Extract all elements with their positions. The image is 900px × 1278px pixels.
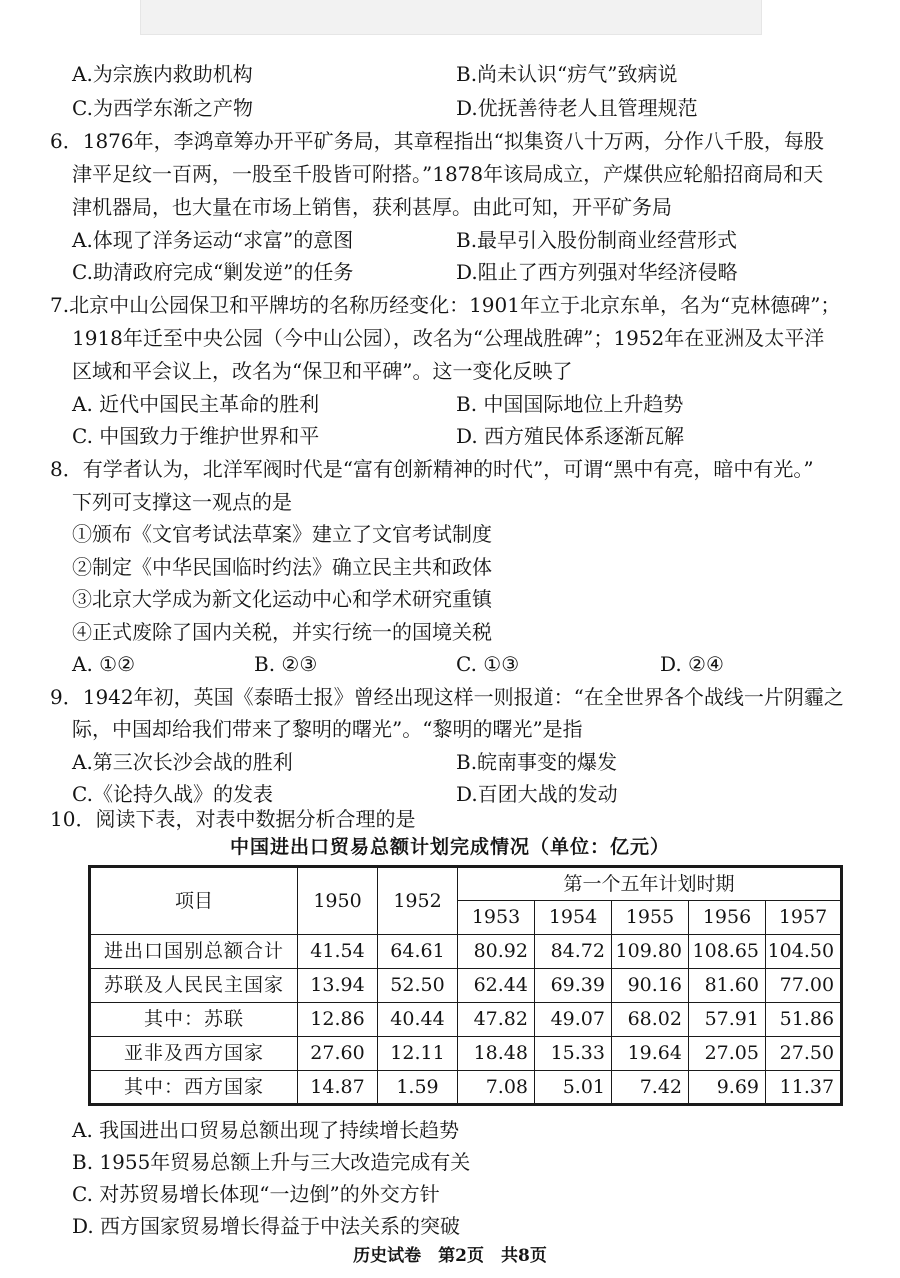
table-row	[90, 1003, 842, 1037]
q6-stem-line-1: 6．1876年，李鸿章筹办开平矿务局，其章程指出“拟集资八十万两，分作八千股，每股	[50, 129, 824, 153]
table-cell: 7.42	[612, 1071, 689, 1105]
table-row	[90, 935, 842, 969]
table-cell: 51.86	[766, 1003, 842, 1037]
q9-option-b: B.皖南事变的爆发	[456, 750, 618, 774]
q6-option-a: A.体现了洋务运动“求富”的意图	[72, 228, 354, 252]
table-cell: 84.72	[535, 935, 612, 969]
table-cell: 40.44	[378, 1003, 458, 1037]
q10-option-d: D. 西方国家贸易增长得益于中法关系的突破	[72, 1214, 461, 1238]
q7-stem-line-3: 区域和平会议上，改名为“保卫和平碑”。这一变化反映了	[72, 359, 573, 383]
q9-stem-line-2: 际，中国却给我们带来了黎明的曙光”。“黎明的曙光”是指	[72, 717, 583, 741]
table-cell: 1.59	[378, 1071, 458, 1105]
table-cell: 47.82	[458, 1003, 535, 1037]
q6-option-c: C.助清政府完成“剿发逆”的任务	[72, 260, 354, 284]
q8-statement-3: ③北京大学成为新文化运动中心和学术研究重镇	[72, 587, 492, 611]
table-cell: 109.80	[612, 935, 689, 969]
q6-option-d: D.阻止了西方列强对华经济侵略	[456, 260, 738, 284]
q7-option-c: C. 中国致力于维护世界和平	[72, 424, 320, 448]
table-cell: 11.37	[766, 1071, 842, 1105]
q6-stem-line-2: 津平足纹一百两，一股至千股皆可附搭。”1878年该局成立，产煤供应轮船招商局和天	[72, 162, 824, 186]
q10-stem: 10．阅读下表，对表中数据分析合理的是	[50, 807, 416, 831]
table-cell: 14.87	[298, 1071, 378, 1105]
table-row	[90, 1071, 842, 1105]
header-plan-year: 1954	[535, 901, 612, 935]
q9-option-d: D.百团大战的发动	[456, 782, 618, 806]
q5-option-c: C.为西学东渐之产物	[72, 96, 253, 120]
q7-stem-line-2: 1918年迁至中央公园（今中山公园），改名为“公理战胜碑”；1952年在亚洲及太平洋	[72, 326, 825, 350]
q6-stem-line-3: 津机器局，也大量在市场上销售，获利甚厚。由此可知，开平矿务局	[72, 195, 672, 219]
q10-option-b: B. 1955年贸易总额上升与三大改造完成有关	[72, 1150, 471, 1174]
q6-option-b: B.最早引入股份制商业经营形式	[456, 228, 738, 252]
row-label: 其中：苏联	[90, 1003, 298, 1037]
q5-option-b: B.尚未认识“疠气”致病说	[456, 62, 678, 86]
table-cell: 68.02	[612, 1003, 689, 1037]
table-cell: 80.92	[458, 935, 535, 969]
table-title: 中国进出口贸易总额计划完成情况（单位：亿元）	[229, 836, 670, 858]
table-cell: 52.50	[378, 969, 458, 1003]
q9-option-a: A.第三次长沙会战的胜利	[72, 750, 293, 774]
table-cell: 77.00	[766, 969, 842, 1003]
q9-option-c: C.《论持久战》的发表	[72, 782, 273, 806]
table-cell: 27.50	[766, 1037, 842, 1071]
table-cell: 49.07	[535, 1003, 612, 1037]
q7-option-d: D. 西方殖民体系逐渐瓦解	[456, 424, 685, 448]
row-label: 亚非及西方国家	[90, 1037, 298, 1071]
table-cell: 27.60	[298, 1037, 378, 1071]
q5-option-d: D.优抚善待老人且管理规范	[456, 96, 698, 120]
header-plan-year: 1957	[766, 901, 842, 935]
header-year-1950: 1950	[298, 867, 378, 935]
row-label: 进出口国别总额合计	[90, 935, 298, 969]
table-cell: 12.11	[378, 1037, 458, 1071]
table-cell: 9.69	[689, 1071, 766, 1105]
q8-stem-line-1: 8．有学者认为，北洋军阀时代是“富有创新精神的时代”，可谓“黑中有亮，暗中有光。”	[50, 457, 814, 481]
row-label: 其中：西方国家	[90, 1071, 298, 1105]
q7-stem-line-1: 7.北京中山公园保卫和平牌坊的名称历经变化：1901年立于北京东单，名为“克林德碑”；	[50, 293, 841, 317]
table-cell: 104.50	[766, 935, 842, 969]
table-cell: 57.91	[689, 1003, 766, 1037]
page-footer: 历史试卷 第2页 共8页	[353, 1246, 547, 1266]
table-row	[90, 969, 842, 1003]
table-cell: 12.86	[298, 1003, 378, 1037]
header-plan-year: 1955	[612, 901, 689, 935]
q7-option-a: A. 近代中国民主革命的胜利	[72, 392, 320, 416]
table-cell: 41.54	[298, 935, 378, 969]
q9-stem-line-1: 9．1942年初，英国《泰晤士报》曾经出现这样一则报道：“在全世界各个战线一片阴霾之	[50, 685, 844, 709]
row-label: 苏联及人民民主国家	[90, 969, 298, 1003]
table-cell: 18.48	[458, 1037, 535, 1071]
q7-option-b: B. 中国国际地位上升趋势	[456, 392, 684, 416]
table-cell: 5.01	[535, 1071, 612, 1105]
q8-option-a: A. ①②	[72, 652, 136, 676]
q8-statement-4: ④正式废除了国内关税，并实行统一的国境关税	[72, 620, 492, 644]
scan-header-strip	[140, 0, 762, 35]
q8-option-c: C. ①③	[456, 652, 520, 676]
table-row	[90, 1037, 842, 1071]
q5-option-a: A.为宗族内救助机构	[72, 62, 253, 86]
q8-stem-line-2: 下列可支撑这一观点的是	[72, 490, 292, 514]
table-cell: 27.05	[689, 1037, 766, 1071]
header-plan-year: 1956	[689, 901, 766, 935]
table-cell: 90.16	[612, 969, 689, 1003]
table-cell: 19.64	[612, 1037, 689, 1071]
table-cell: 13.94	[298, 969, 378, 1003]
table-cell: 64.61	[378, 935, 458, 969]
header-plan-period: 第一个五年计划时期	[458, 867, 842, 901]
header-item: 项目	[90, 867, 298, 935]
header-plan-year: 1953	[458, 901, 535, 935]
table-cell: 108.65	[689, 935, 766, 969]
q8-option-d: D. ②④	[660, 652, 724, 676]
q10-option-a: A. 我国进出口贸易总额出现了持续增长趋势	[72, 1118, 460, 1142]
table-cell: 7.08	[458, 1071, 535, 1105]
table-cell: 15.33	[535, 1037, 612, 1071]
table-cell: 62.44	[458, 969, 535, 1003]
q8-option-b: B. ②③	[254, 652, 318, 676]
table-cell: 81.60	[689, 969, 766, 1003]
trade-table	[88, 865, 843, 1106]
q8-statement-1: ①颁布《文官考试法草案》建立了文官考试制度	[72, 522, 492, 546]
header-year-1952: 1952	[378, 867, 458, 935]
table-cell: 69.39	[535, 969, 612, 1003]
q8-statement-2: ②制定《中华民国临时约法》确立民主共和政体	[72, 555, 492, 579]
q10-option-c: C. 对苏贸易增长体现“一边倒”的外交方针	[72, 1182, 440, 1206]
